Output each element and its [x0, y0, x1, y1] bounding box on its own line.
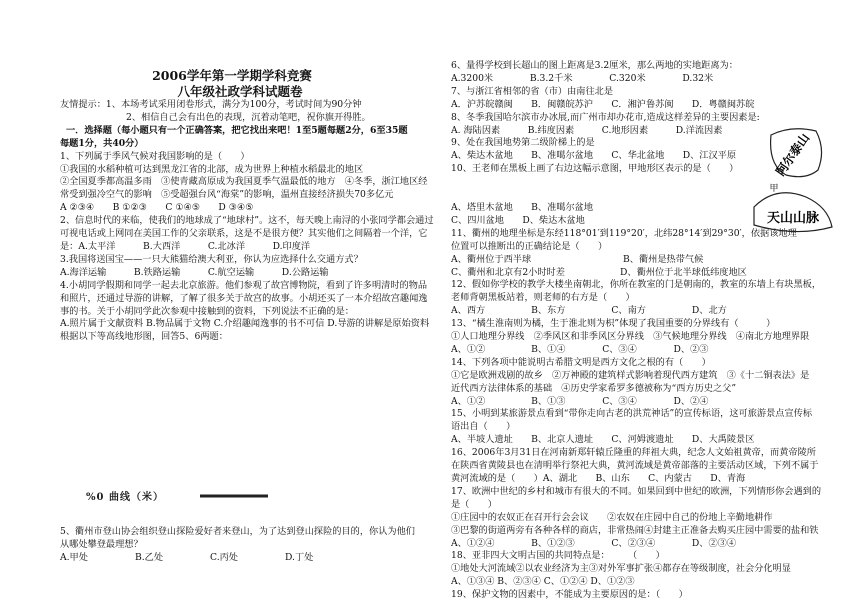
question-5 — [60, 526, 443, 565]
right-line-3: A．沪苏皖赣闽 B．闽赣皖苏沪 C．湘沪鲁苏闽 D．粤赣闽苏皖 — [451, 98, 755, 110]
right-line-16: C、衢州和北京有2小时时差 D、衢州位于北半球低纬度地区 — [451, 266, 747, 278]
right-line-41: 19、保护文物的因素中，不能成为主要原因的是：（ ） — [451, 589, 688, 601]
right-line-4: 8、冬季我国哈尔滨市办冰展,而广州市却办花市,造成这样差异的主要因素是: — [451, 111, 760, 123]
right-line-6: 9、处在我国地势第二级阶梯上的是 — [451, 137, 595, 149]
right-line-18: 老师背朝黑板站着，则老师的右方是（ ） — [451, 292, 635, 304]
right-line-31: 在陕西省黄陵县也在清明举行祭祀大典，黄河流域是黄帝部落的主要活动区域，下列不属于 — [451, 460, 819, 472]
right-line-24: ①它是欧洲戏剧的故乡 ②万神殿的建筑样式影响着现代西方建筑 ③《十二铜表法》是 — [451, 369, 810, 381]
right-line-23: 14、下列各项中能说明古希腊文明是西方文化之根的有（ ） — [451, 356, 711, 368]
right-line-28: 语出自（ ） — [451, 421, 516, 433]
left-line-9: A.海洋运输 B.铁路运输 C.航空运输 D.公路运输 — [60, 266, 329, 278]
right-line-25: 近代西方法律体系的基础 ④历史学家希罗多德被称为“西方历史之父” — [451, 382, 737, 394]
tip-line-1: 友情提示：1、本场考试采用闭卷形式，满分为100分，考试时间为90分钟 — [60, 99, 362, 110]
left-line-12: 事的书。关于小胡同学此次参观中接触到的资料，下列说法不正确的是： — [60, 305, 354, 317]
section-heading-2: 每题1分，共40分） — [60, 137, 144, 149]
left-line-3: 常受到强冷空气的影响 ⑤受超强台风“海棠”的影响，温州直接经济损失70多亿元 — [60, 189, 394, 201]
left-line-4: A ②③④ B ①②③ C ①④⑤ D ③④⑤ — [60, 202, 254, 214]
q5-text-2: 从哪处攀登最理想？ — [60, 538, 143, 550]
right-line-40: A、①③④ B、②③④ C、①②④ D、①②③ — [451, 576, 635, 588]
right-line-34: 是（ ） — [451, 498, 497, 510]
right-line-19: A、西方 B、东方 C、南方 D、北方 — [451, 305, 727, 317]
right-line-38: 18、亚非四大文明古国的共同特点是： （ ） — [451, 550, 665, 562]
right-line-36: ③巴黎的街道两旁有各种各样的商店，非常热闹④封建主正准备去购买庄园中需要的盐和铁 — [451, 524, 819, 536]
left-line-6: 可视电话或上网同在美国工作的父亲联系，这是不是很方便？其实他们之间隔着一个洋，它 — [60, 228, 428, 240]
right-line-35: ①庄园中的农奴正在召开行会会议 ②农奴在庄园中自己的份地上辛勤地耕作 — [451, 511, 773, 523]
right-line-15: A、衢州位于西半球 B、衢州是热带气候 — [451, 253, 704, 265]
left-line-8: 3.我国将送国宝——一只大熊猫给澳大利亚，你认为应选择什么交通方式？ — [60, 253, 363, 265]
right-line-7: A、柴达木盆地 B、准噶尔盆地 C、华北盆地 D、江汉平原 — [451, 150, 737, 162]
right-line-1: A.3200米 B.3.2千米 C.320米 D.32米 — [451, 72, 714, 84]
right-line-20: 13、“橘生淮南则为橘，生于淮北则为枳”体现了我国重要的分界线有（ ） — [451, 318, 776, 330]
q5-option-a[interactable]: A.甲处 — [60, 551, 88, 563]
sketch-label-top: 阿尔泰山 — [773, 131, 813, 179]
left-line-7: 是：A.太平洋 B.大西洋 C.北冰洋 D.印度洋 — [60, 240, 311, 252]
left-line-14: 根据以下等高线地形图，回答5、6两题： — [60, 331, 228, 343]
right-line-39: ①地处大河流域②以农业经济为主③对外军事扩张④都存在等级制度，社会分化明显 — [451, 563, 791, 575]
right-line-11: A、塔里木盆地 B、准噶尔盆地 — [451, 201, 594, 213]
right-line-30: 16、2006年3月31日在河南新郑轩辕丘隆重的拜祖大典，纪念人文始祖黄帝，而黄帝陵所 — [451, 447, 816, 459]
right-line-2: 7、与浙江省相邻的省（市）由南往北是 — [451, 85, 614, 97]
sketch-label-bottom: 天山山脉 — [766, 211, 820, 226]
sketch-label-jia: 甲 — [769, 184, 779, 194]
exam-subtitle: 八年级社政学科试题卷 — [177, 84, 303, 99]
right-line-26: A、①② B、①③ C、③④ D、②④ — [451, 395, 709, 407]
left-question-list — [60, 151, 443, 345]
q5-option-d[interactable]: D.丁处 — [285, 551, 314, 563]
right-line-29: A、半坡人遗址 B、北京人遗址 C、河姆渡遗址 D、大禹陵景区 — [451, 434, 755, 446]
tip-line-2: 2、相信自己会有出色的表现，沉着动笔吧，祝你旗开得胜。 — [126, 111, 371, 123]
q5-option-c[interactable]: C.丙处 — [210, 551, 238, 563]
terrain-sketch-diagram — [746, 125, 836, 240]
contour-map-blank — [200, 346, 450, 486]
exam-title: 2006学年第一学期学科竞赛 — [152, 68, 312, 83]
section-heading: 一．选择题（每小题只有一个正确答案，把它找出来吧！1至5题每题2分，6至35题 — [66, 124, 408, 136]
right-line-13: 11、衢州的地理坐标是东经118°01′到119°20′，北纬28°14′到29°30′，依据该地理 — [451, 227, 797, 239]
right-line-17: 12、假如你学校的教学大楼坐南朝北，你所在教室的门是朝南的，教室的东墙上有块黑板， — [451, 279, 822, 291]
q5-text: 5、衢州市登山协会组织登山探险爱好者来登山，为了达到登山探险的目的，你认为他们 — [60, 526, 415, 537]
q5-options — [60, 552, 360, 565]
right-line-8: 10、王老师在黑板上画了右边这幅示意图，甲地形区表示的是（ ） — [451, 163, 739, 175]
right-line-22: A、①② B、①④ C、③④ D、②③ — [451, 343, 709, 355]
right-line-5: A. 海陆因素 B.纬度因素 C.地形因素 D.洋流因素 — [451, 124, 723, 136]
left-line-10: 4.小胡同学假期和同学一起去北京旅游。他们参观了故宫博物院，看到了许多明清时的物品 — [60, 279, 428, 291]
right-line-21: ①人口地理分界线 ②季风区和非季风区分界线 ③气候地理分界线 ④南北方地理界限 — [451, 331, 810, 343]
left-line-11: 和照片，还通过导游的讲解，了解了很多关于故宫的故事。小胡还买了一本介绍故宫趣闻逸 — [60, 292, 428, 304]
left-line-5: 2、信息时代的来临，使我们的地球成了“地球村”。这不，每天晚上南浔的小张同学都会通过 — [60, 215, 434, 227]
right-line-14: 位置可以推断出的正确结论是（ ） — [451, 240, 608, 252]
left-line-2: ②全国夏季都高温多雨 ③使青藏高原成为我国夏季气温最低的地方 ④冬季，浙江地区经 — [60, 176, 428, 188]
q5-option-b[interactable]: B.乙处 — [135, 551, 164, 563]
right-line-37: A、①②④ B、①②③ C、②③④ D、②③④ — [451, 537, 737, 549]
right-line-0: 6、量得学校到长超山的图上距离是3.2厘米，那么两地的实地距离为： — [451, 60, 738, 71]
right-line-27: 15、小明到某旅游景点看到“带你走向古老的洪荒神话”的宣传标语，这可旅游景点宣传标 — [451, 408, 813, 420]
left-line-1: ①我国的水稻种植可达到黑龙江省的北部，成为世界上种植水稻最北的地区 — [60, 163, 364, 175]
right-line-33: 17、欧洲中世纪的乡村和城市有很大的不同。如果回到中世纪的欧洲，下列情形你会遇到的 — [451, 485, 822, 497]
right-line-32: 黄河流域的是（ ）A、湖北 B、山东 C、内蒙古 D、青海 — [451, 473, 746, 484]
map-scribble-line — [198, 492, 278, 500]
map-caption-scribble: %0 曲线（米） — [86, 492, 164, 503]
left-line-13: A.照片属于文献资料 B.物品属于文物 C.介绍趣闻逸事的书不可信 D.导游的讲解是原始资料 — [60, 318, 430, 330]
left-line-0: 1、下列属于季风气候对我国影响的是（ ） — [60, 150, 250, 162]
right-line-12: C、四川盆地 D、柴达木盆地 — [451, 214, 585, 226]
